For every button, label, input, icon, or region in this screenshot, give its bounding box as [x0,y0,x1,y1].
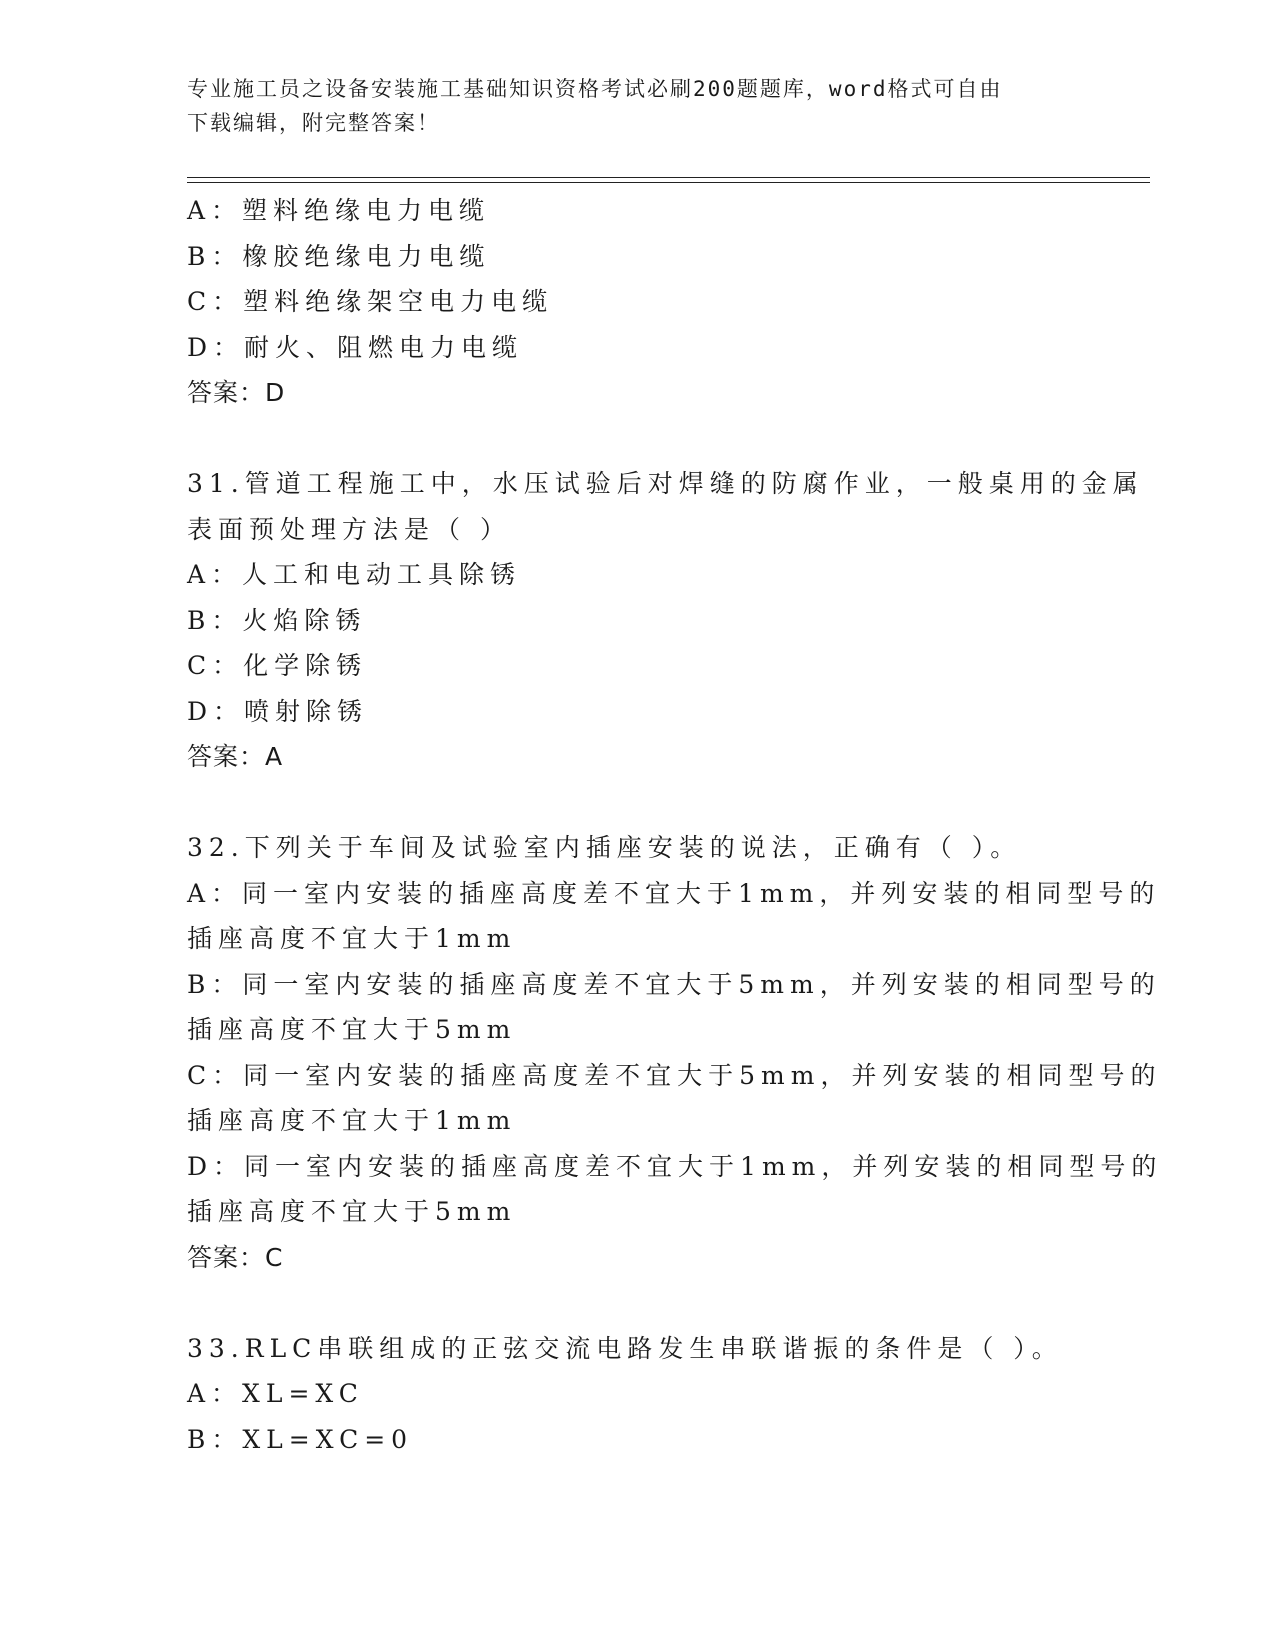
option-b: B：橡胶绝缘电力电缆 [187,241,491,271]
header-divider-bottom [187,182,1150,183]
header-divider-top [187,177,1150,178]
option-a-continued: 插座高度不宜大于1mm [187,924,517,953]
header-line-1: 专业施工员之设备安装施工基础知识资格考试必刷200题题库，word格式可自由 [187,77,1003,101]
answer-line: 答案：C [187,1242,284,1272]
option-b: B：XL=XC=0 [187,1424,414,1454]
option-a: A：塑料绝缘电力电缆 [187,196,491,225]
option-b: B：火焰除锈 [187,605,367,635]
question-stem: 31.管道工程施工中，水压试验后对焊缝的防腐作业，一般桌用的金属 [187,469,1144,498]
question-stem-continued: 表面预处理方法是（ ） [187,514,511,544]
option-b-continued: 插座高度不宜大于5mm [187,1015,517,1044]
answer-line: 答案：A [187,742,284,771]
question-stem: 32.下列关于车间及试验室内插座安装的说法，正确有（ ）。 [187,833,1022,862]
question-31 [187,461,1144,780]
document-header [187,72,1067,140]
option-c: C：塑料绝缘架空电力电缆 [187,287,554,316]
option-d: D：同一室内安装的插座高度差不宜大于1mm，并列安装的相同型号的 [187,1151,1163,1181]
header-line-2: 下载编辑，附完整答案！ [187,111,440,135]
option-c: C：同一室内安装的插座高度差不宜大于5mm，并列安装的相同型号的 [187,1060,1162,1090]
option-a: A：同一室内安装的插座高度差不宜大于1mm，并列安装的相同型号的 [187,878,1161,908]
question-30 [187,188,1087,416]
option-d-continued: 插座高度不宜大于5mm [187,1197,517,1226]
option-b: B：同一室内安装的插座高度差不宜大于5mm，并列安装的相同型号的 [187,969,1161,999]
question-32 [187,825,1163,1280]
question-content [187,188,1163,1462]
option-d: D：喷射除锈 [187,696,369,726]
question-stem: 33.RLC串联组成的正弦交流电路发生串联谐振的条件是（ ）。 [187,1333,1063,1363]
answer-line: 答案：D [187,378,286,407]
option-c-continued: 插座高度不宜大于1mm [187,1106,517,1135]
option-a: A：XL=XC [187,1379,364,1408]
option-a: A：人工和电动工具除锈 [187,560,522,589]
question-33 [187,1326,1087,1463]
option-d: D：耐火、阻燃电力电缆 [187,332,524,362]
option-c: C：化学除锈 [187,651,368,680]
